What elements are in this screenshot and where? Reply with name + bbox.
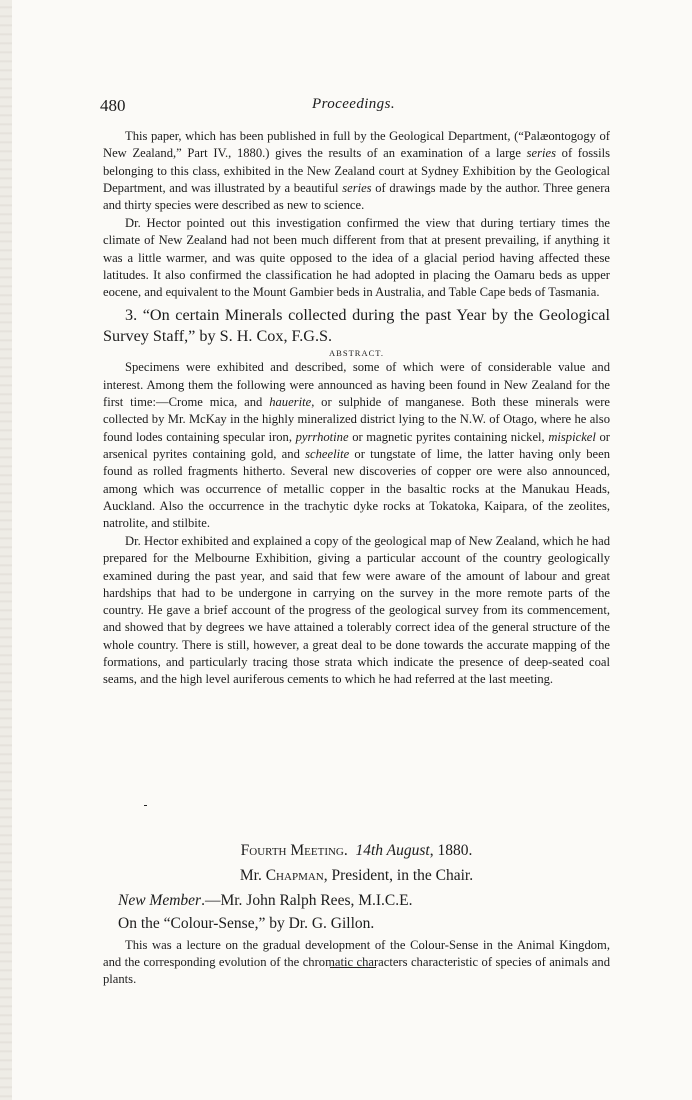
lecture-summary: This was a lecture on the gradual development of the Colour-Sense in the Animal Kingdom, and the corresponding evolution of the chromatic characters characteristic of species of animals and plants.	[103, 938, 610, 986]
section-divider-short	[144, 805, 147, 806]
italic-run: scheelite	[305, 446, 350, 461]
meeting-label: Fourth Meeting.	[240, 842, 348, 859]
fourth-meeting-section	[103, 838, 610, 988]
text-run: or magnetic pyrites containing nickel,	[348, 429, 549, 444]
italic-run: series	[342, 180, 372, 195]
new-member-label: New Member	[118, 892, 202, 909]
italic-run: pyrrhotine	[295, 429, 349, 444]
text-run: Specimens were exhibited and described, some of which were of considerable value and interest. Among them the following were announced as having been found in New Zealand for the first time:—Crome mica, and	[103, 360, 610, 410]
text-run: , or sulphide of manganese. Both these minerals were collected by Mr. McKay in the highly mineralized district lying to the N.W. of Otago, where he also found lodes containing specular iron,	[103, 395, 610, 444]
italic-run: mispickel	[548, 429, 596, 444]
text-run: or arsenical pyrites containing gold, and	[103, 429, 610, 461]
paragraph-hector-climate: Dr. Hector pointed out this investigation confirmed the view that during tertiary times the climate of New Zealand had not been much different from that at present prevailing, if anything it was a little warmer, and was quite opposed to the idea of a glacial period having affected these latitudes. It also confirmed the classification he had adopted in placing the Oamaru beds as upper eocene, and equivalent to the Mount Gambier beds in Australia, and Table Cape beds of Tasmania.	[103, 215, 610, 300]
body-text	[103, 128, 610, 689]
text-run: of fossils belonging to this class, exhibited in the New Zealand court at Sydney Exhibition by the Geological Department, and was illustrated by a beautiful	[103, 146, 610, 195]
meeting-year: , 1880.	[429, 842, 473, 859]
meeting-chair	[103, 863, 610, 888]
meeting-date: 14th August	[355, 842, 430, 859]
meeting-title	[103, 838, 610, 863]
section-heading-minerals: 3. “On certain Minerals collected during the past Year by the Geological Survey Staff,” by S. H. Cox, F.G.S.	[103, 306, 610, 346]
closing-rule	[330, 967, 376, 968]
new-member-line	[103, 888, 610, 913]
text-run: of drawings made by the author. Three genera and thirty species were described as new to science.	[103, 180, 610, 213]
text-run: This paper, which has been published in full by the Geological Department, (“Palæontogogy of New Zealand,” Part IV., 1880.) gives the results of an examination of a large	[103, 129, 610, 161]
lecture-title: On the “Colour-Sense,” by Dr. G. Gillon.	[118, 915, 375, 932]
text-run: or tungstate of lime, the latter having only been found as rolled fragments hitherto. Several new discoveries of copper ore were also announced, among which was occurrence of metallic copper in the basaltic rocks at the Manukau Heads, Auckland. Also the occurrence in the trachytic dyke rocks at Tokatoka, Kaipara, of the zeolites, natrolite, and stilbite.	[103, 446, 610, 531]
chair-prefix: Mr.	[239, 867, 266, 884]
paragraph-geological-map: Dr. Hector exhibited and explained a copy of the geological map of New Zealand, which he had prepared for the Melbourne Exhibition, giving a particular account of the country geologically examined during the past year, and said that few were aware of the amount of labour and great hardships that had to be undergone in carrying on the survey in the more remote parts of the country. He gave a brief account of the progress of the geological survey from its commencement, and showed that by degrees we have attained a tolerably correct idea of the general structure of the whole country. There is still, however, a great deal to be done towards the accurate mapping of the formations, and particularly tracing those strata which indicate the presence of deep-seated coal seams, and the high level auriferous cements to which he had referred at the last meeting.	[103, 533, 610, 687]
page-number: 480	[100, 96, 126, 115]
italic-run: series	[526, 146, 556, 161]
running-head: Proceedings.	[312, 96, 395, 112]
page-header	[100, 96, 610, 116]
binding-edge	[0, 0, 12, 1100]
chair-suffix: , President, in the Chair.	[323, 867, 474, 884]
italic-run: hauerite	[269, 395, 312, 410]
paragraph-fossils	[103, 128, 610, 214]
chair-name: Chapman	[265, 867, 324, 884]
abstract-label: ABSTRACT.	[329, 348, 384, 359]
new-member-text: .—Mr. John Ralph Rees, M.I.C.E.	[201, 892, 413, 909]
paragraph-minerals	[103, 359, 610, 532]
